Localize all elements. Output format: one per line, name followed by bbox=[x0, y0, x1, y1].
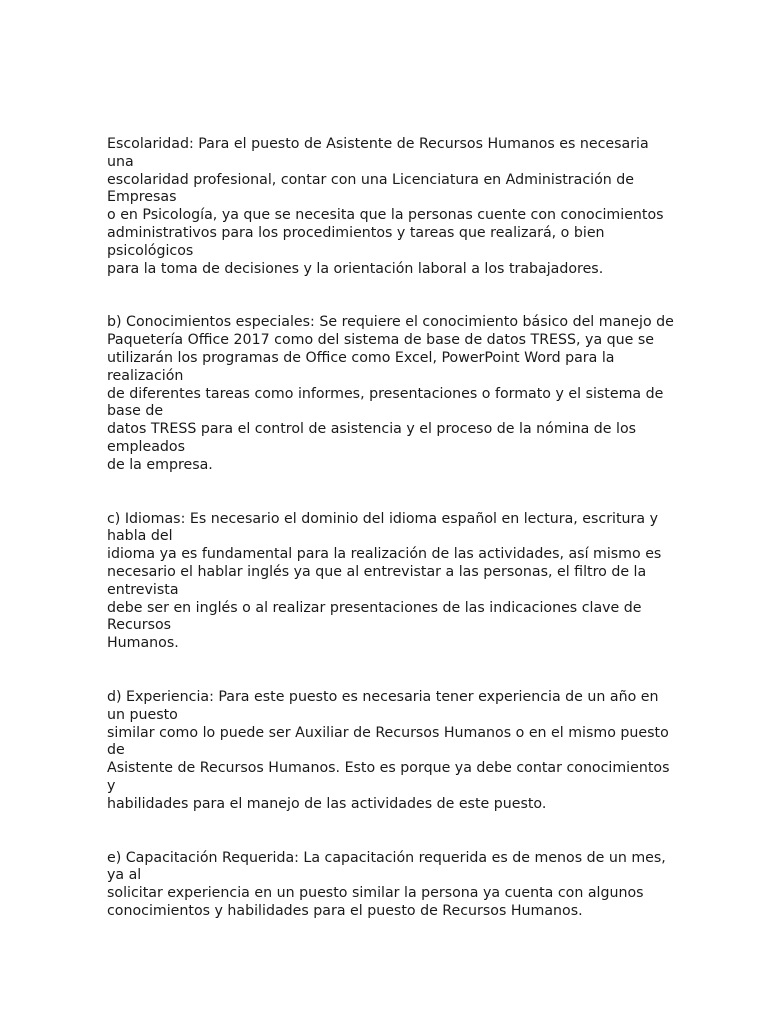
text-line: realización bbox=[107, 367, 184, 384]
text-line: Humanos. bbox=[107, 635, 179, 652]
text-line: ya al bbox=[107, 867, 142, 884]
text-line: empleados bbox=[107, 438, 185, 455]
text-line: conocimientos y habilidades para el puesto de Recursos Humanos. bbox=[107, 902, 583, 919]
text-line: necesario el hablar inglés ya que al entrevistar a las personas, el filtro de la bbox=[107, 563, 647, 580]
text-line: habilidades para el manejo de las actividades de este puesto. bbox=[107, 795, 547, 812]
text-line: habla del bbox=[107, 528, 173, 545]
text-line: de la empresa. bbox=[107, 456, 213, 473]
text-line: c) Idiomas: Es necesario el dominio del idioma español en lectura, escritura y bbox=[107, 510, 658, 527]
text-line: base de bbox=[107, 403, 164, 420]
text-line: psicológicos bbox=[107, 242, 194, 259]
text-line: e) Capacitación Requerida: La capacitación requerida es de menos de un mes, bbox=[107, 849, 666, 866]
text-line: de diferentes tareas como informes, presentaciones o formato y el sistema de bbox=[107, 385, 664, 402]
text-line: Escolaridad: Para el puesto de Asistente de Recursos Humanos es necesaria bbox=[107, 136, 649, 152]
paragraph-experiencia bbox=[107, 688, 670, 814]
text-line: o en Psicología, ya que se necesita que la personas cuente con conocimientos bbox=[107, 207, 664, 224]
text-line: similar como lo puede ser Auxiliar de Recursos Humanos o en el mismo puesto bbox=[107, 724, 669, 741]
text-line: y bbox=[107, 777, 116, 794]
text-line: un puesto bbox=[107, 706, 178, 723]
paragraph-capacitacion bbox=[107, 850, 667, 921]
text-line: utilizarán los programas de Office como Excel, PowerPoint Word para la bbox=[107, 349, 615, 366]
text-line: solicitar experiencia en un puesto similar la persona ya cuenta con algunos bbox=[107, 885, 644, 902]
text-line: b) Conocimientos especiales: Se requiere el conocimiento básico del manejo de bbox=[107, 314, 674, 331]
text-line: idioma ya es fundamental para la realización de las actividades, así mismo es bbox=[107, 546, 662, 563]
text-line: Paquetería Office 2017 como del sistema de base de datos TRESS, ya que se bbox=[107, 332, 655, 349]
text-line: una bbox=[107, 153, 134, 170]
paragraph-idiomas bbox=[107, 511, 667, 653]
text-line: de bbox=[107, 742, 125, 759]
document-body bbox=[107, 136, 674, 957]
text-line: entrevista bbox=[107, 581, 179, 598]
text-line: d) Experiencia: Para este puesto es necesaria tener experiencia de un año en bbox=[107, 688, 659, 705]
text-line: debe ser en inglés o al realizar presentaciones de las indicaciones clave de bbox=[107, 599, 642, 616]
text-line: Asistente de Recursos Humanos. Esto es porque ya debe contar conocimientos bbox=[107, 760, 670, 777]
text-line: Empresas bbox=[107, 189, 177, 206]
text-line: Recursos bbox=[107, 617, 172, 634]
paragraph-escolaridad bbox=[107, 136, 667, 278]
text-line: datos TRESS para el control de asistencia y el proceso de la nómina de los bbox=[107, 421, 637, 438]
text-line: para la toma de decisiones y la orientación laboral a los trabajadores. bbox=[107, 260, 604, 277]
text-line: administrativos para los procedimientos y tareas que realizará, o bien bbox=[107, 224, 605, 241]
paragraph-conocimientos bbox=[107, 314, 674, 474]
text-line: escolaridad profesional, contar con una Licenciatura en Administración de bbox=[107, 171, 634, 188]
